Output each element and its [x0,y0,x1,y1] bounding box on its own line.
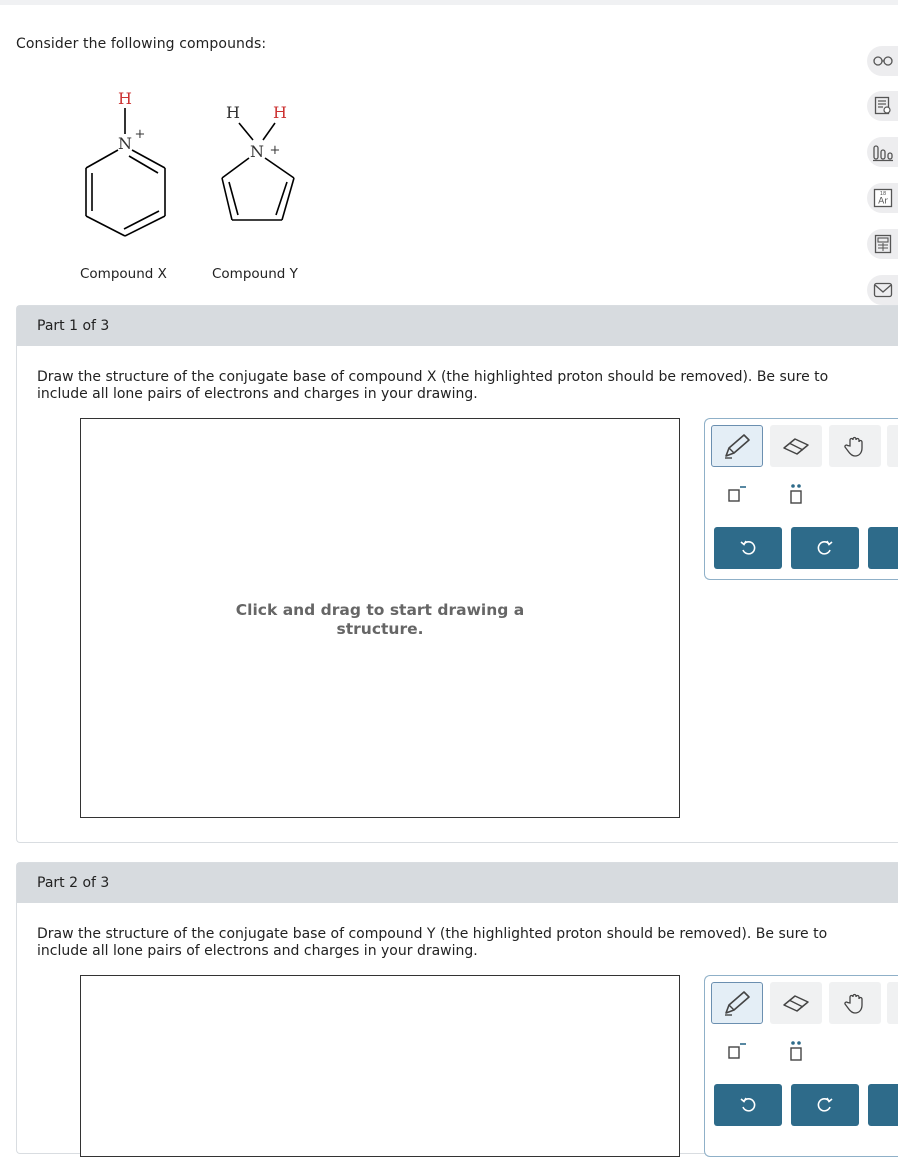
compound-y-h2-atom: H [273,103,287,122]
lone-pair-tool[interactable] [770,473,822,515]
exam-button[interactable] [867,91,898,121]
bar-chart-icon [872,142,894,162]
compound-y-charge: + [269,143,281,158]
part-2-prompt: Draw the structure of the conjugate base of compound Y (the highlighted proton should be removed). Be sure to include all lone pairs of electrons and charges in your drawing. [37,926,828,959]
redo-icon [816,539,834,557]
compound-y-n-atom: N [250,142,264,161]
hand-icon [843,434,867,458]
mail-icon [873,282,893,298]
part-2-header [17,863,898,903]
glasses-icon [873,55,893,67]
part-2-toolbar [704,975,898,1157]
charge-icon [725,1040,749,1062]
periodic-table-icon [873,188,893,208]
eraser-tool[interactable] [770,982,822,1024]
undo-button[interactable] [714,1084,782,1126]
periodic-tile-number: 18 [879,191,886,197]
glasses-button[interactable] [867,46,898,76]
redo-button[interactable] [791,527,859,569]
redo-button[interactable] [791,1084,859,1126]
eraser-icon [781,435,811,457]
pencil-tool[interactable] [711,982,763,1024]
mail-button[interactable] [867,275,898,305]
top-bar [0,0,898,5]
lone-pair-icon [786,1039,806,1063]
hand-icon [843,991,867,1015]
part-1-toolbar [704,418,898,580]
eraser-icon [781,992,811,1014]
part-1-prompt: Draw the structure of the conjugate base of compound X (the highlighted proton should be removed). Be sure to include all lone pairs of electrons and charges in your drawing. [37,369,829,402]
lone-pair-icon [786,482,806,506]
compound-y-structure [218,100,308,225]
hand-tool[interactable] [829,425,881,467]
undo-button[interactable] [714,527,782,569]
more-tools[interactable] [887,425,898,467]
part-1-header [17,306,898,346]
compound-x-h-atom: H [118,89,132,108]
pencil-icon [722,432,752,460]
eraser-tool[interactable] [770,425,822,467]
pencil-icon [722,989,752,1017]
intro-text: Consider the following compounds: [16,36,267,52]
charge-tool[interactable] [711,1030,763,1072]
calculator-button[interactable] [867,229,898,259]
compound-y-h1-atom: H [226,103,240,122]
exam-icon [874,96,892,116]
hand-tool[interactable] [829,982,881,1024]
undo-icon [739,539,757,557]
charge-tool[interactable] [711,473,763,515]
compound-x-n-atom: N [118,134,132,153]
part-2-drawing-canvas[interactable] [80,975,680,1157]
calculator-icon [874,234,892,254]
compound-x-label: Compound X [80,266,167,282]
data-button[interactable] [867,137,898,167]
canvas-hint: Click and drag to start drawing a structure. [235,601,525,638]
more-tools[interactable] [887,982,898,1024]
part-1-title: Part 1 of 3 [37,318,110,334]
pencil-tool[interactable] [711,425,763,467]
more-actions-button[interactable] [868,1084,898,1126]
part-1-drawing-canvas[interactable] [80,418,680,818]
periodic-table-button[interactable] [867,183,898,213]
compound-x-structure [78,86,178,241]
charge-icon [725,483,749,505]
undo-icon [739,1096,757,1114]
compound-x-charge: + [134,127,146,142]
part-2-title: Part 2 of 3 [37,875,110,891]
more-actions-button[interactable] [868,527,898,569]
compound-y-label: Compound Y [212,266,298,282]
lone-pair-tool[interactable] [770,1030,822,1072]
redo-icon [816,1096,834,1114]
periodic-tile-symbol: Ar [877,196,888,207]
